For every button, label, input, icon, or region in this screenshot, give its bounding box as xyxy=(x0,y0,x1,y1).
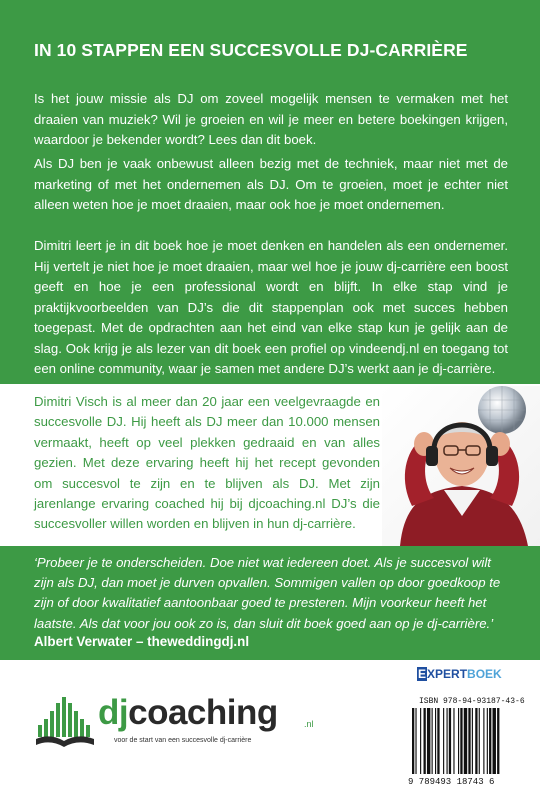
barcode xyxy=(410,708,524,788)
barcode-bar xyxy=(447,708,448,774)
barcode-bar xyxy=(415,708,416,774)
barcode-bar xyxy=(487,708,488,774)
barcode-bar xyxy=(472,708,473,774)
barcode-bar xyxy=(424,708,426,774)
barcode-bar xyxy=(420,708,421,774)
barcode-digits: 9 789493 18743 6 xyxy=(408,777,495,787)
barcode-bar xyxy=(475,708,477,774)
book-description-paragraph: Dimitri leert je in dit boek hoe je moet denken en handelen als een ondernemer. Hij vertelt je niet hoe je moet draaien, maar wel hoe je jouw dj-carrière een boost geeft en hoe je een professional wordt en blijft. In elke stap vind je praktijkvoorbeelden van DJ’s die dit stappenplan ook met succes hebben toegepast. Met de opdrachten aan het eind van elke stap kun je gelijk aan de slag. Ook krijg je als lezer van dit boek een profiel op vindeendj.nl en toegang tot een online community, waar je samen met andere DJ’s werkt aan je dj-carrière. xyxy=(34,238,508,376)
barcode-bar xyxy=(468,708,470,774)
testimonial-author: Albert Verwater – theweddingdj.nl xyxy=(34,634,250,649)
barcode-bar xyxy=(427,708,430,774)
author-bio: Dimitri Visch is al meer dan 20 jaar een veelgevraagde en succesvolle DJ. Hij heeft als DJ meer dan 10.000 mensen vermaakt, heeft op veel plekken gedraaid en van alles gezien. Met deze ervaring heeft hij het recept gevonden om succesvol te zijn en te blijven als DJ. Met zijn jarenlange ervaring coached hij bij djcoaching.nl DJ’s die succesvoller willen worden en blijven in hun dj-carrière. xyxy=(34,394,380,532)
barcode-bar xyxy=(443,708,444,774)
djcoaching-wordmark: djcoaching xyxy=(98,693,278,732)
barcode-bar xyxy=(437,708,439,774)
isbn-label: ISBN 978-94-93187-43-6 xyxy=(419,697,525,706)
marketing-paragraph: Als DJ ben je vaak onbewust alleen bezig met de techniek, maar niet met de marketing of met het ondernemen als DJ. Om te groeien, moet je echter niet alleen weten hoe je moet draaien, maar ook hoe je moet ondernemen. xyxy=(34,156,508,212)
barcode-bar xyxy=(483,708,484,774)
barcode-bar xyxy=(432,708,433,774)
barcode-bar xyxy=(453,708,454,774)
barcode-bar xyxy=(460,708,462,774)
barcode-bar xyxy=(458,708,459,774)
djcoaching-suffix: .nl xyxy=(304,719,314,729)
barcode-bar xyxy=(479,708,480,774)
djcoaching-logo xyxy=(34,691,324,761)
djcoaching-tagline: voor de start van een succesvolle dj-carrière xyxy=(114,737,252,744)
barcode-bar xyxy=(412,708,414,774)
barcode-bar xyxy=(435,708,436,774)
barcode-bar xyxy=(497,708,499,774)
expertboek-logo: EXPERTBOEK xyxy=(418,667,502,681)
equalizer-book-icon xyxy=(34,697,96,749)
barcode-bar xyxy=(464,708,467,774)
testimonial-quote: ‘Probeer je te onderscheiden. Doe niet wat iedereen doet. Als je succesvol wilt zijn als DJ, dan moet je durven opvallen. Sommigen vallen op door goedkoop te zijn of door kwalitatief aantoonbaar goed te presteren. Mijn voorkeur heeft het laatste. Als dat voor jou ook zo is, dan sluit dit boek goed aan op je dj-carrière.’ xyxy=(34,555,501,631)
barcode-bar xyxy=(449,708,451,774)
intro-paragraph: Is het jouw missie als DJ om zoveel mogelijk mensen te vermaken met het draaien van muziek? Wil je groeien en wil je meer en betere boekingen krijgen, waardoor je bekender wordt? Lees dan dit boek. xyxy=(34,91,508,147)
author-photo xyxy=(382,386,540,546)
barcode-bar xyxy=(489,708,491,774)
barcode-bar xyxy=(493,708,496,774)
cover-title: IN 10 STAPPEN EEN SUCCESVOLLE DJ-CARRIÈRE xyxy=(34,40,468,60)
